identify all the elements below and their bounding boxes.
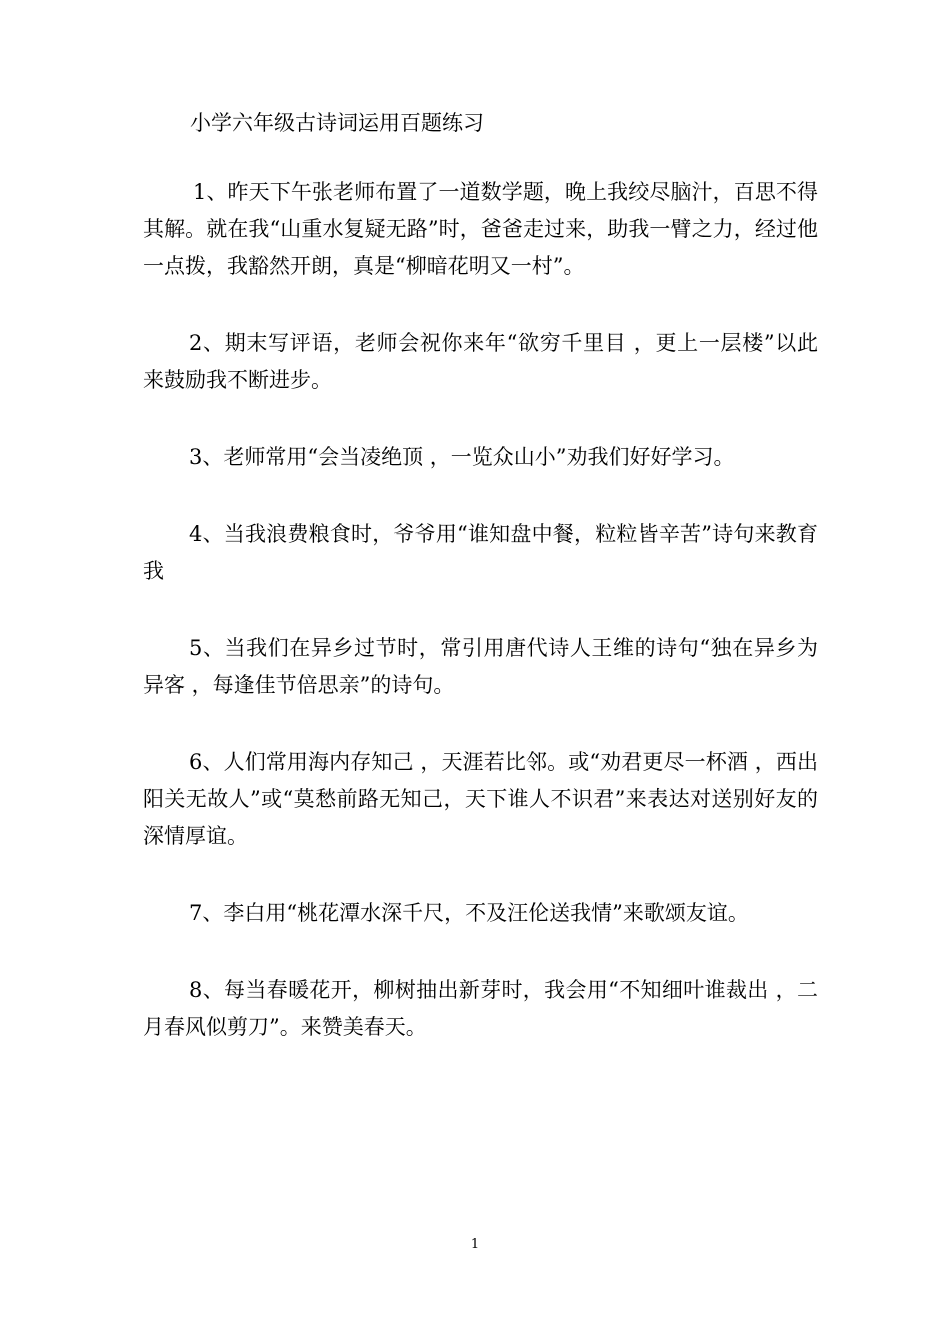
page-number: 1 [470, 1237, 480, 1252]
paragraph-6: 6、人们常用海内存知己 ，天涯若比邻。或“劝君更尽一杯酒 ，西出阳关无故人”或“莫愁前路无知己，天下谁人不识君”来表达对送别好友的深情厚谊。 [143, 750, 818, 848]
paragraph-5: 5、当我们在异乡过节时，常引用唐代诗人王维的诗句“独在异乡为异客 ，每逢佳节倍思亲”的诗句。 [143, 636, 818, 697]
paragraph-8: 8、每当春暖花开，柳树抽出新芽时，我会用“不知细叶谁裁出 ，二月春风似剪刀”。来赞美春天。 [143, 978, 818, 1039]
paragraph-1: 1、昨天下午张老师布置了一道数学题，晚上我绞尽脑汁，百思不得其解。就在我“山重水复疑无路”时，爸爸走过来，助我一臂之力，经过他一点拨，我豁然开朗，真是“柳暗花明又一村”。 [143, 180, 818, 278]
paragraph-3: 3、老师常用“会当凌绝顶 ，一览众山小”劝我们好好学习。 [189, 445, 735, 469]
document-body [143, 174, 818, 1086]
document-title: 小学六年级古诗词运用百题练习 [190, 111, 484, 135]
paragraph-2: 2、期末写评语，老师会祝你来年“欲穷千里目 ，更上一层楼”以此来鼓励我不断进步。 [143, 331, 818, 392]
paragraph-4: 4、当我浪费粮食时，爷爷用“谁知盘中餐，粒粒皆辛苦”诗句来教育我 [143, 522, 818, 583]
paragraph-7: 7、李白用“桃花潭水深千尺，不及汪伦送我情”来歌颂友谊。 [189, 901, 749, 925]
